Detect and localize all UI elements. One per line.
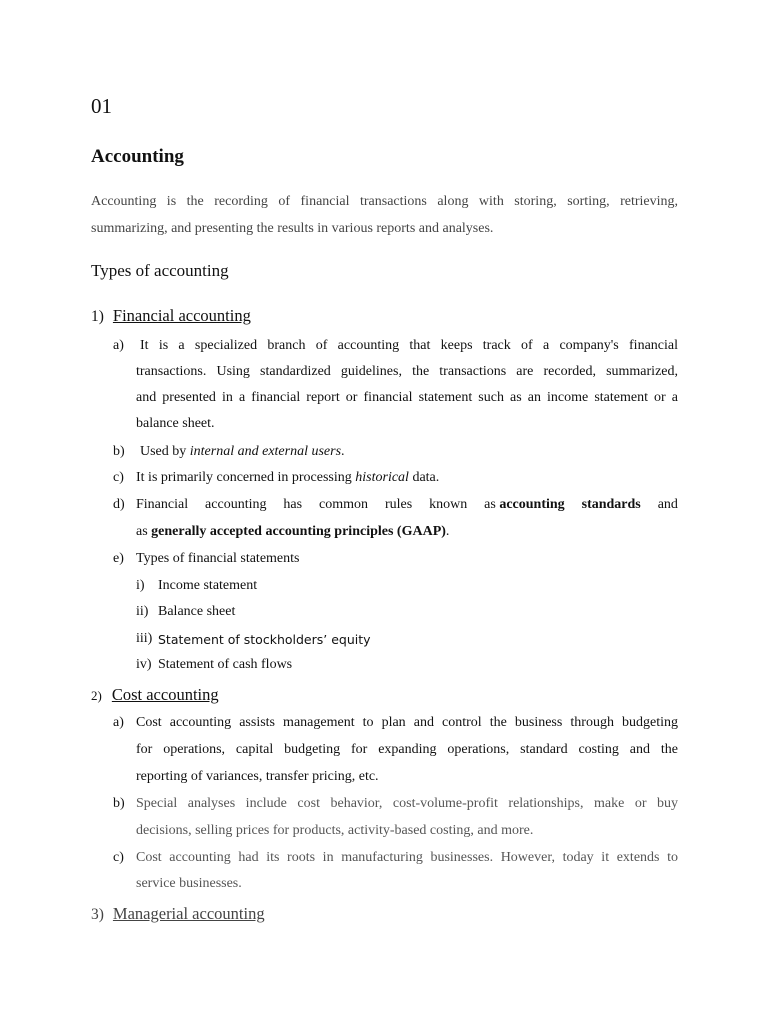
- text-segment: as: [136, 524, 152, 539]
- financial-d-line-2: [136, 524, 678, 540]
- page-number: 01: [91, 94, 112, 118]
- text-segment: It is primarily concerned in processing: [136, 470, 356, 485]
- word: as: [484, 497, 496, 512]
- cost-b-line-2: decisions, selling prices for products, activity-based costing, and more.: [136, 823, 534, 838]
- word: and: [657, 497, 678, 512]
- section-managerial-heading: [91, 904, 265, 924]
- intro-line-2: summarizing, and presenting the results in various reports and analyses.: [91, 221, 494, 236]
- financial-c-text: [136, 470, 678, 486]
- list-marker: a): [113, 715, 124, 730]
- text-segment: .: [341, 444, 345, 459]
- financial-e-text: Types of financial statements: [136, 551, 300, 566]
- list-marker: c): [113, 850, 124, 865]
- list-marker: b): [113, 796, 125, 811]
- sub-list-marker: ii): [136, 604, 149, 619]
- text-segment: data.: [408, 470, 440, 485]
- section-financial-heading: [91, 306, 251, 326]
- bold-word: accounting: [499, 497, 565, 512]
- sub-list-marker: i): [136, 578, 145, 593]
- sub-list-marker: iii): [136, 631, 153, 646]
- emphasis-text: historical: [355, 470, 409, 485]
- types-heading: Types of accounting: [91, 261, 229, 280]
- cost-a-line-3: reporting of variances, transfer pricing, etc.: [136, 769, 379, 784]
- text-segment: Used by: [140, 444, 190, 459]
- financial-a-line-3: and presented in a financial report or financial statement such as an income statement or a: [136, 390, 678, 405]
- list-marker: e): [113, 551, 124, 566]
- section-number: 1): [91, 308, 104, 325]
- section-cost-heading: [91, 685, 219, 705]
- list-marker: a): [113, 338, 124, 353]
- bold-text: generally accepted accounting principles (GAAP): [151, 524, 446, 539]
- financial-a-line-2: transactions. Using standardized guidelines, the transactions are recorded, summarized,: [136, 364, 678, 379]
- financial-a-line-1: It is a specialized branch of accounting that keeps track of a company's financial: [140, 338, 678, 353]
- word: common: [319, 497, 369, 512]
- word: known: [429, 497, 468, 512]
- sub-list-marker: iv): [136, 657, 152, 672]
- statement-item: Income statement: [158, 578, 258, 593]
- cost-c-line-1: Cost accounting had its roots in manufacturing businesses. However, today it extends to: [136, 850, 678, 865]
- statement-item: Statement of stockholders’ equity: [158, 632, 371, 647]
- list-marker: c): [113, 470, 124, 485]
- word: accounting: [205, 497, 267, 512]
- bold-word: standards: [581, 497, 641, 512]
- list-marker: b): [113, 444, 125, 459]
- financial-b-text: [140, 444, 682, 460]
- intro-line-1: Accounting is the recording of financial transactions along with storing, sorting, retrieving,: [91, 194, 678, 209]
- cost-b-line-1: Special analyses include cost behavior, cost-volume-profit relationships, make or buy: [136, 796, 678, 811]
- cost-c-line-2: service businesses.: [136, 876, 242, 891]
- word: has: [283, 497, 303, 512]
- emphasis-text: internal and external users: [189, 444, 342, 459]
- word: rules: [384, 497, 413, 512]
- word-group: [484, 497, 565, 513]
- financial-d-line-1: [136, 497, 678, 513]
- statement-item: Balance sheet: [158, 604, 236, 619]
- section-title: Financial accounting: [112, 306, 251, 325]
- cost-a-line-1: Cost accounting assists management to plan and control the business through budgeting: [136, 715, 678, 730]
- section-title: Managerial accounting: [112, 904, 265, 923]
- text-segment: .: [445, 524, 450, 539]
- cost-a-line-2: for operations, capital budgeting for expanding operations, standard costing and the: [136, 742, 678, 757]
- section-title: Cost accounting: [111, 685, 219, 704]
- statement-item: Statement of cash flows: [158, 657, 293, 672]
- section-number: 3): [91, 906, 104, 923]
- word: Financial: [136, 497, 189, 512]
- section-number: 2): [91, 688, 102, 703]
- page-title: Accounting: [91, 146, 184, 167]
- financial-a-line-4: balance sheet.: [136, 416, 215, 431]
- list-marker: d): [113, 497, 125, 512]
